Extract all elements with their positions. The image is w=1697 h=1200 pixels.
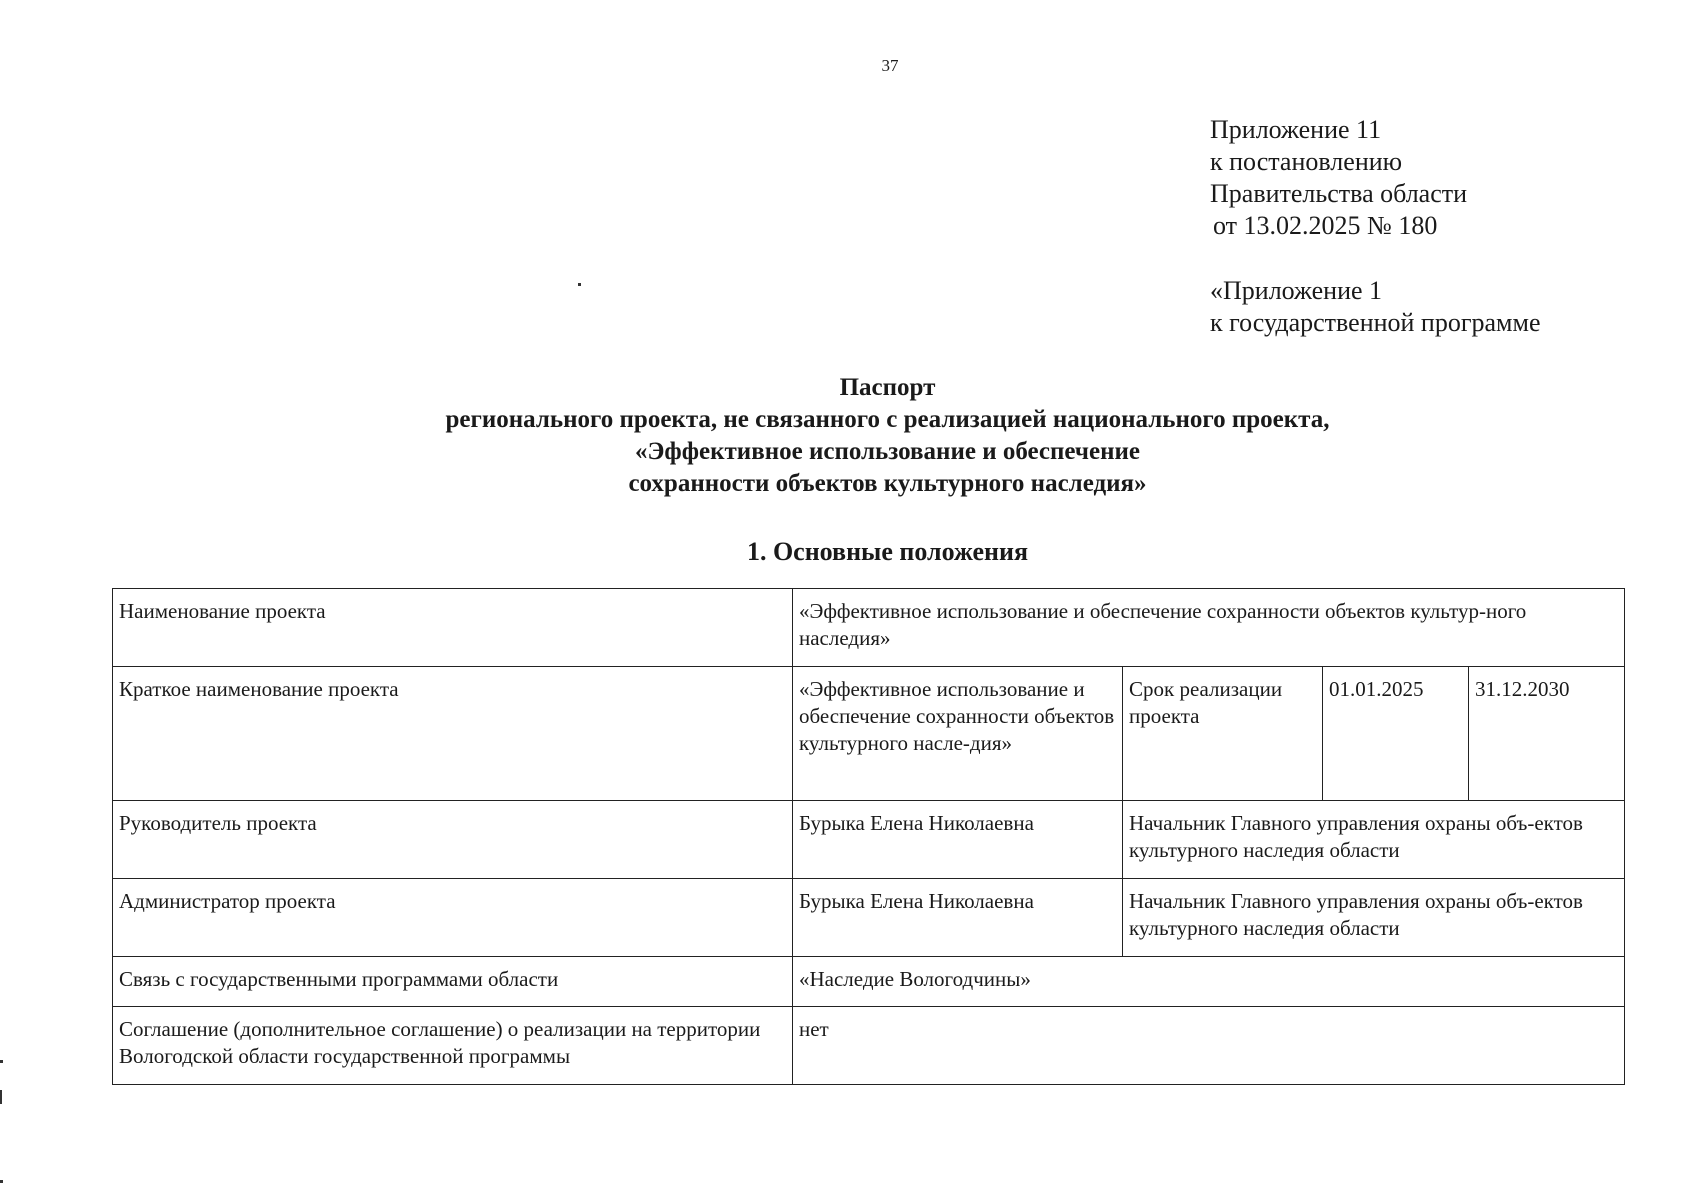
table-row xyxy=(113,801,1625,879)
appendix-note xyxy=(1210,114,1541,339)
appendix-line: Приложение 11 xyxy=(1210,115,1382,144)
position-cell: Начальник Главного управления охраны объ-ектов культурного наследия области xyxy=(1123,879,1625,957)
scan-speck xyxy=(0,1180,3,1183)
passport-table xyxy=(112,588,1625,1085)
appendix-line: к постановлению xyxy=(1210,147,1403,176)
person-name-cell: Бурыка Елена Николаевна xyxy=(793,879,1123,957)
person-name-cell: Бурыка Елена Николаевна xyxy=(793,801,1123,879)
agreement-cell: нет xyxy=(793,1007,1625,1085)
row-label-cell: Краткое наименование проекта xyxy=(113,667,793,801)
scan-speck xyxy=(0,1090,2,1104)
table-row xyxy=(113,1007,1625,1085)
table-row xyxy=(113,957,1625,1007)
short-name-cell: «Эффективное использование и обеспечение сохранности объектов культурного насле-дия» xyxy=(793,667,1123,801)
title-line: сохранности объектов культурного наследия» xyxy=(628,470,1147,497)
row-label-cell: Соглашение (дополнительное соглашение) о реализации на территории Вологодской области государственной программы xyxy=(113,1007,793,1085)
row-label-cell: Связь с государственными программами области xyxy=(113,957,793,1007)
table-row xyxy=(113,667,1625,801)
row-label-cell: Наименование проекта xyxy=(113,589,793,667)
appendix-line: к государственной программе xyxy=(1210,308,1541,337)
appendix-line: Правительства области xyxy=(1210,179,1468,208)
scan-speck xyxy=(578,283,581,286)
table-row xyxy=(113,879,1625,957)
position-cell: Начальник Главного управления охраны объ-ектов культурного наследия области xyxy=(1123,801,1625,879)
document-title xyxy=(0,372,1697,500)
start-date-cell: 01.01.2025 xyxy=(1323,667,1469,801)
title-line: «Эффективное использование и обеспечение xyxy=(634,438,1141,465)
program-cell: «Наследие Вологодчины» xyxy=(793,957,1625,1007)
table-row xyxy=(113,589,1625,667)
term-label-cell: Срок реализации проекта xyxy=(1123,667,1323,801)
row-label-cell: Администратор проекта xyxy=(113,879,793,957)
row-label-cell: Руководитель проекта xyxy=(113,801,793,879)
title-line: Паспорт xyxy=(839,374,936,401)
project-name-cell: «Эффективное использование и обеспечение сохранности объектов культур-ного наследия» xyxy=(793,589,1625,667)
section-title: 1. Основные положения xyxy=(746,537,1029,566)
appendix-line: «Приложение 1 xyxy=(1210,276,1383,305)
page-number: 37 xyxy=(881,56,899,75)
appendix-line: от 13.02.2025 № 180 xyxy=(1213,211,1438,240)
scan-speck xyxy=(0,1060,3,1063)
title-line: регионального проекта, не связанного с реализацией национального проекта, xyxy=(445,406,1330,433)
end-date-cell: 31.12.2030 xyxy=(1469,667,1625,801)
